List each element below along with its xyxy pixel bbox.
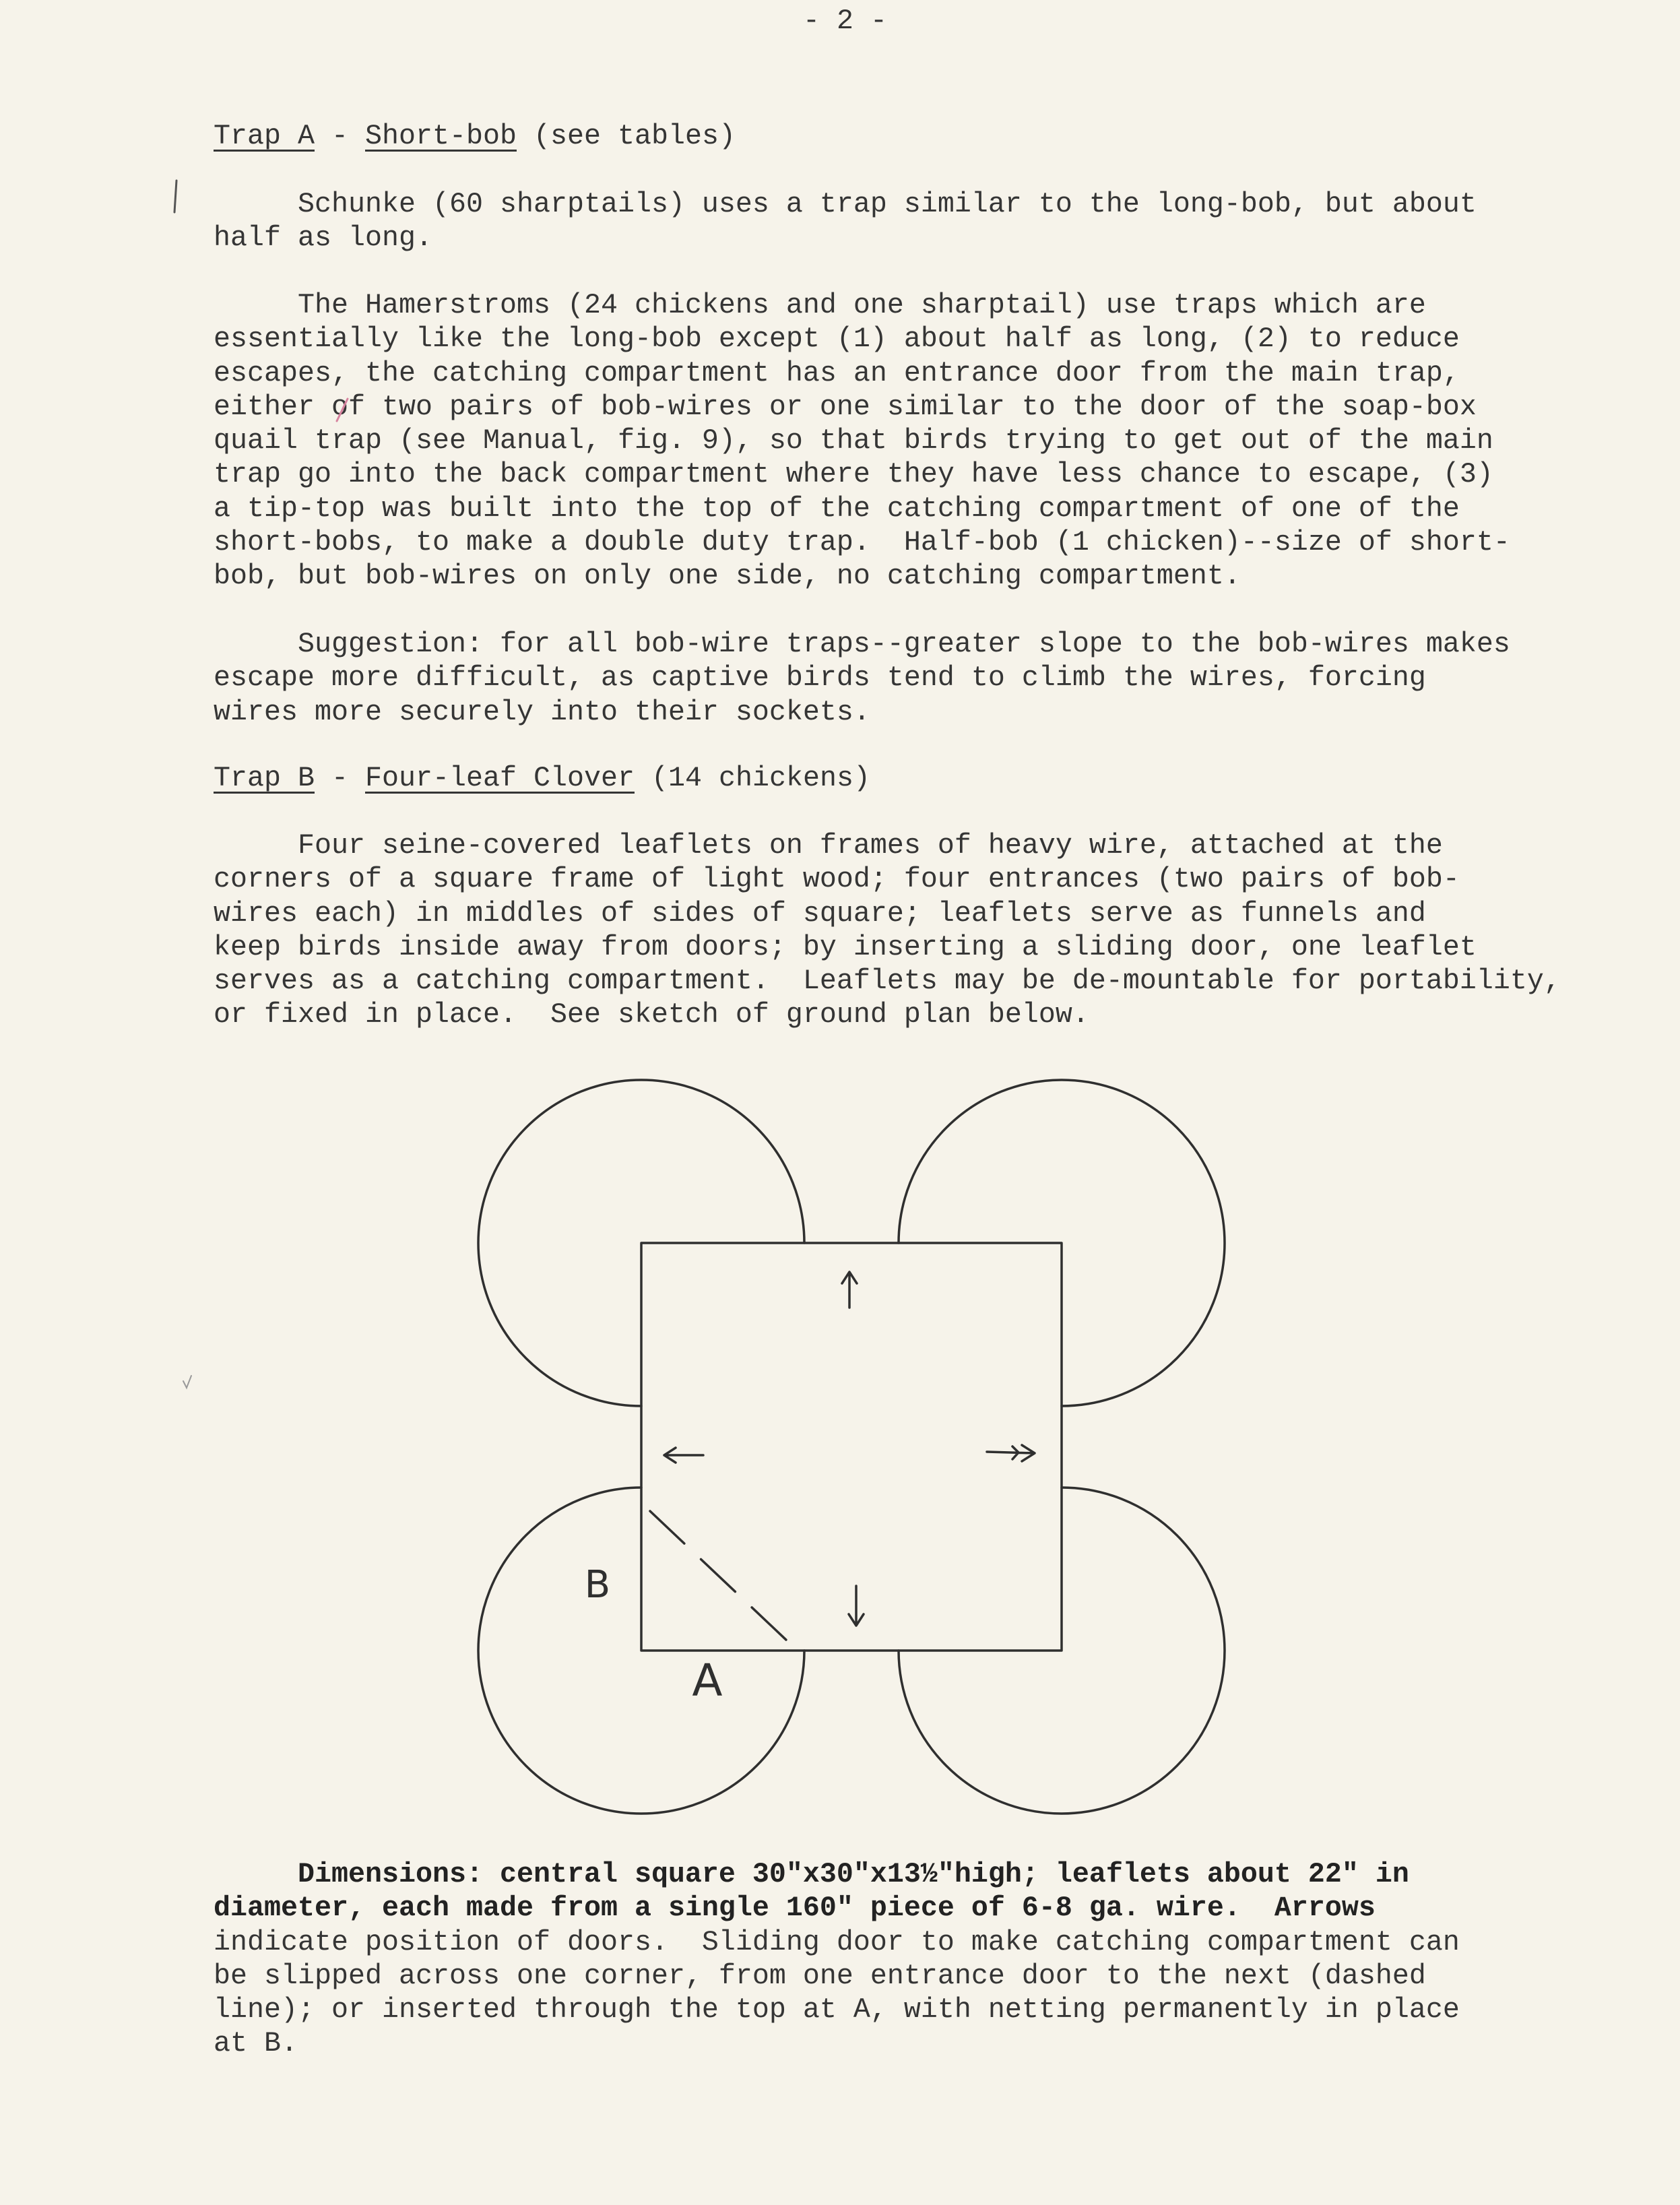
door-arrow-down-icon — [849, 1586, 864, 1626]
text-line: serves as a catching compartment. Leaflets may be de-mountable for portability, — [214, 965, 1561, 998]
text-line: essentially like the long-bob except (1) about half as long, (2) to reduce — [214, 323, 1460, 356]
text-line: wires each) in middles of sides of square; leaflets serve as funnels and — [214, 897, 1426, 930]
text-line: keep birds inside away from doors; by inserting a sliding door, one leaflet — [214, 930, 1477, 963]
sliding-door-dashed-line — [650, 1511, 787, 1641]
page-number: - 2 - — [803, 5, 887, 37]
heading-separator: - — [331, 762, 348, 794]
text-line: quail trap (see Manual, fig. 9), so that birds trying to get out of the main — [214, 424, 1493, 457]
paragraph-hamerstroms — [214, 288, 1510, 594]
text-line: either of two pairs of bob-wires or one similar to the door of the soap-box — [214, 390, 1477, 423]
central-square — [641, 1243, 1062, 1651]
text-line: The Hamerstroms (24 chickens and one sharptail) use traps which are — [297, 289, 1426, 321]
text-line: half as long. — [214, 222, 432, 255]
heading-title: Short-bob — [365, 120, 517, 152]
text-line: wires more securely into their sockets. — [214, 695, 870, 728]
paragraph-clover-description — [214, 829, 1561, 1032]
text-line: at B. — [214, 2027, 298, 2060]
text-line: diameter, each made from a single 160" piece of 6-8 ga. wire. Arrows — [214, 1892, 1376, 1925]
leaflet-bottom-right — [899, 1488, 1225, 1814]
paragraph-dimensions — [214, 1857, 1460, 2061]
text-line: short-bobs, to make a double duty trap. Half-bob (1 chicken)--size of short- — [214, 526, 1510, 559]
text-line: corners of a square frame of light wood; four entrances (two pairs of bob- — [214, 863, 1460, 896]
text-line: bob, but bob-wires on only one side, no catching compartment. — [214, 560, 1241, 593]
text-line: escapes, the catching compartment has an entrance door from the main trap, — [214, 356, 1460, 389]
text-line: escape more difficult, as captive birds tend to climb the wires, forcing — [214, 662, 1426, 695]
pencil-slash-mark — [174, 181, 176, 212]
label-a: A — [692, 1655, 723, 1706]
text-line: line); or inserted through the top at A, with netting permanently in place — [214, 1993, 1460, 2026]
heading-title: Four-leaf Clover — [365, 762, 635, 794]
leaflet-top-left — [478, 1080, 804, 1406]
heading-separator: - — [331, 120, 348, 152]
text-line: indicate position of doors. Sliding door to make catching compartment can — [214, 1925, 1460, 1958]
paragraph-schunke — [214, 187, 1477, 255]
door-arrow-right-icon — [987, 1445, 1035, 1461]
paragraph-suggestion — [214, 627, 1510, 729]
text-line: trap go into the back compartment where they have less chance to escape, (3) — [214, 458, 1493, 491]
label-b: B — [584, 1563, 611, 1607]
leaflet-bottom-left — [478, 1488, 804, 1814]
heading-trap-b — [214, 761, 870, 795]
text-line: a tip-top was built into the top of the catching compartment of one of the — [214, 492, 1460, 525]
text-line: Four seine-covered leaflets on frames of heavy wire, attached at the — [297, 829, 1443, 862]
heading-note: (see tables) — [533, 120, 736, 152]
pencil-check-mark — [183, 1376, 191, 1388]
leaflet-top-right — [899, 1080, 1225, 1406]
text-line: or fixed in place. See sketch of ground plan below. — [214, 998, 1089, 1031]
door-arrow-left-icon — [664, 1448, 703, 1463]
text-line: Dimensions: central square 30"x30"x13½"high; leaflets about 22" in — [297, 1858, 1409, 1890]
heading-note: (14 chickens) — [651, 762, 870, 794]
text-line: Schunke (60 sharptails) uses a trap similar to the long-bob, but about — [297, 188, 1477, 220]
heading-label: Trap A — [214, 120, 315, 152]
text-line: Suggestion: for all bob-wire traps--greater slope to the bob-wires makes — [297, 628, 1510, 660]
text-line: be slipped across one corner, from one entrance door to the next (dashed — [214, 1959, 1426, 1992]
heading-trap-a — [214, 119, 736, 153]
heading-label: Trap B — [214, 762, 315, 794]
door-arrow-up-icon — [842, 1272, 857, 1308]
